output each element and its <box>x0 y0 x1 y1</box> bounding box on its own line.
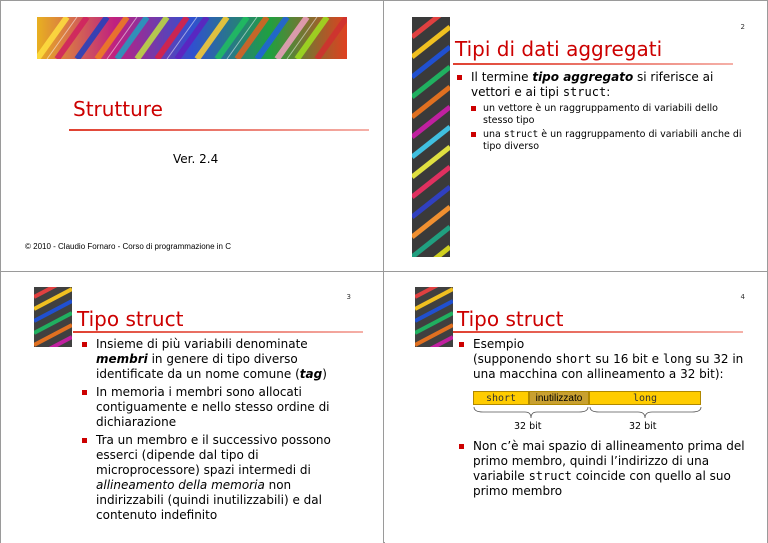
slide-2-bullets <box>457 70 747 156</box>
slide-3-bullets <box>82 337 357 526</box>
bullet-membri: Insieme di più variabili denominate membri in genere di tipo diverso identificate da un nome comune (tag) <box>82 337 357 382</box>
page-number: 2 <box>740 23 745 31</box>
slide-4-title: Tipo struct <box>457 307 564 331</box>
slide-1 <box>1 1 383 271</box>
memory-layout-diagram <box>473 391 701 405</box>
bullet-primo-membro: Non c’è mai spazio di allineamento prima del primo membro, quindi l’indirizzo di una variabile struct coincide con quello al suo primo membro <box>459 439 749 499</box>
slide-2-title-underline <box>453 63 733 65</box>
slide-1-title-underline <box>69 129 369 131</box>
slide-1-title: Strutture <box>73 97 163 121</box>
slide-2 <box>385 1 767 271</box>
mem-cell-long: long <box>589 391 701 405</box>
mem-cell-short: short <box>473 391 529 405</box>
slide-3 <box>1 273 383 543</box>
slide-4-title-underline <box>453 331 743 333</box>
mem-cell-padding: inutilizzato <box>529 391 589 405</box>
brace-label-2: 32 bit <box>629 421 657 432</box>
slide-3-title: Tipo struct <box>77 307 184 331</box>
bullet-tipo-aggregato: Il termine tipo aggregato si riferisce ai vettori e ai tipi struct: un vettore è un raggruppamento di variabili dello stesso tipo una struct è un raggruppamento di variabili anche di tipo diverso <box>457 70 747 153</box>
divider-horizontal <box>0 271 768 272</box>
page-number: 3 <box>346 293 351 301</box>
side-art-image <box>412 17 450 257</box>
corner-art-image <box>34 287 72 347</box>
bullet-memoria: In memoria i membri sono allocati contiguamente e nello stesso ordine di dichiarazione <box>82 385 357 430</box>
brace-marks <box>473 406 703 420</box>
header-art-image <box>37 17 347 59</box>
brace-label-1: 32 bit <box>514 421 542 432</box>
slide-2-title: Tipi di dati aggregati <box>455 37 663 61</box>
copyright-footer: © 2010 - Claudio Fornaro - Corso di programmazione in C <box>25 242 231 251</box>
sub-bullet-vettore: un vettore è un raggruppamento di variabili dello stesso tipo <box>471 103 747 127</box>
slide-4-bullets-2 <box>459 439 749 502</box>
slide-4-bullets <box>459 337 749 385</box>
slide-3-title-underline <box>73 331 363 333</box>
slide-4 <box>385 273 767 543</box>
version-label: Ver. 2.4 <box>173 152 219 166</box>
corner-art-image <box>415 287 453 347</box>
page-number: 4 <box>740 293 745 301</box>
bullet-esempio: Esempio (supponendo short su 16 bit e long su 32 in una macchina con allineamento a 32 bit): <box>459 337 749 382</box>
bullet-allineamento: Tra un membro e il successivo possono esserci (dipende dal tipo di microprocessore) spazi intermedi di allineamento della memoria non indirizzabili (quindi inutilizzabili) e dal contenuto indefinito <box>82 433 357 523</box>
sub-bullet-struct: una struct è un raggruppamento di variabili anche di tipo diverso <box>471 129 747 153</box>
